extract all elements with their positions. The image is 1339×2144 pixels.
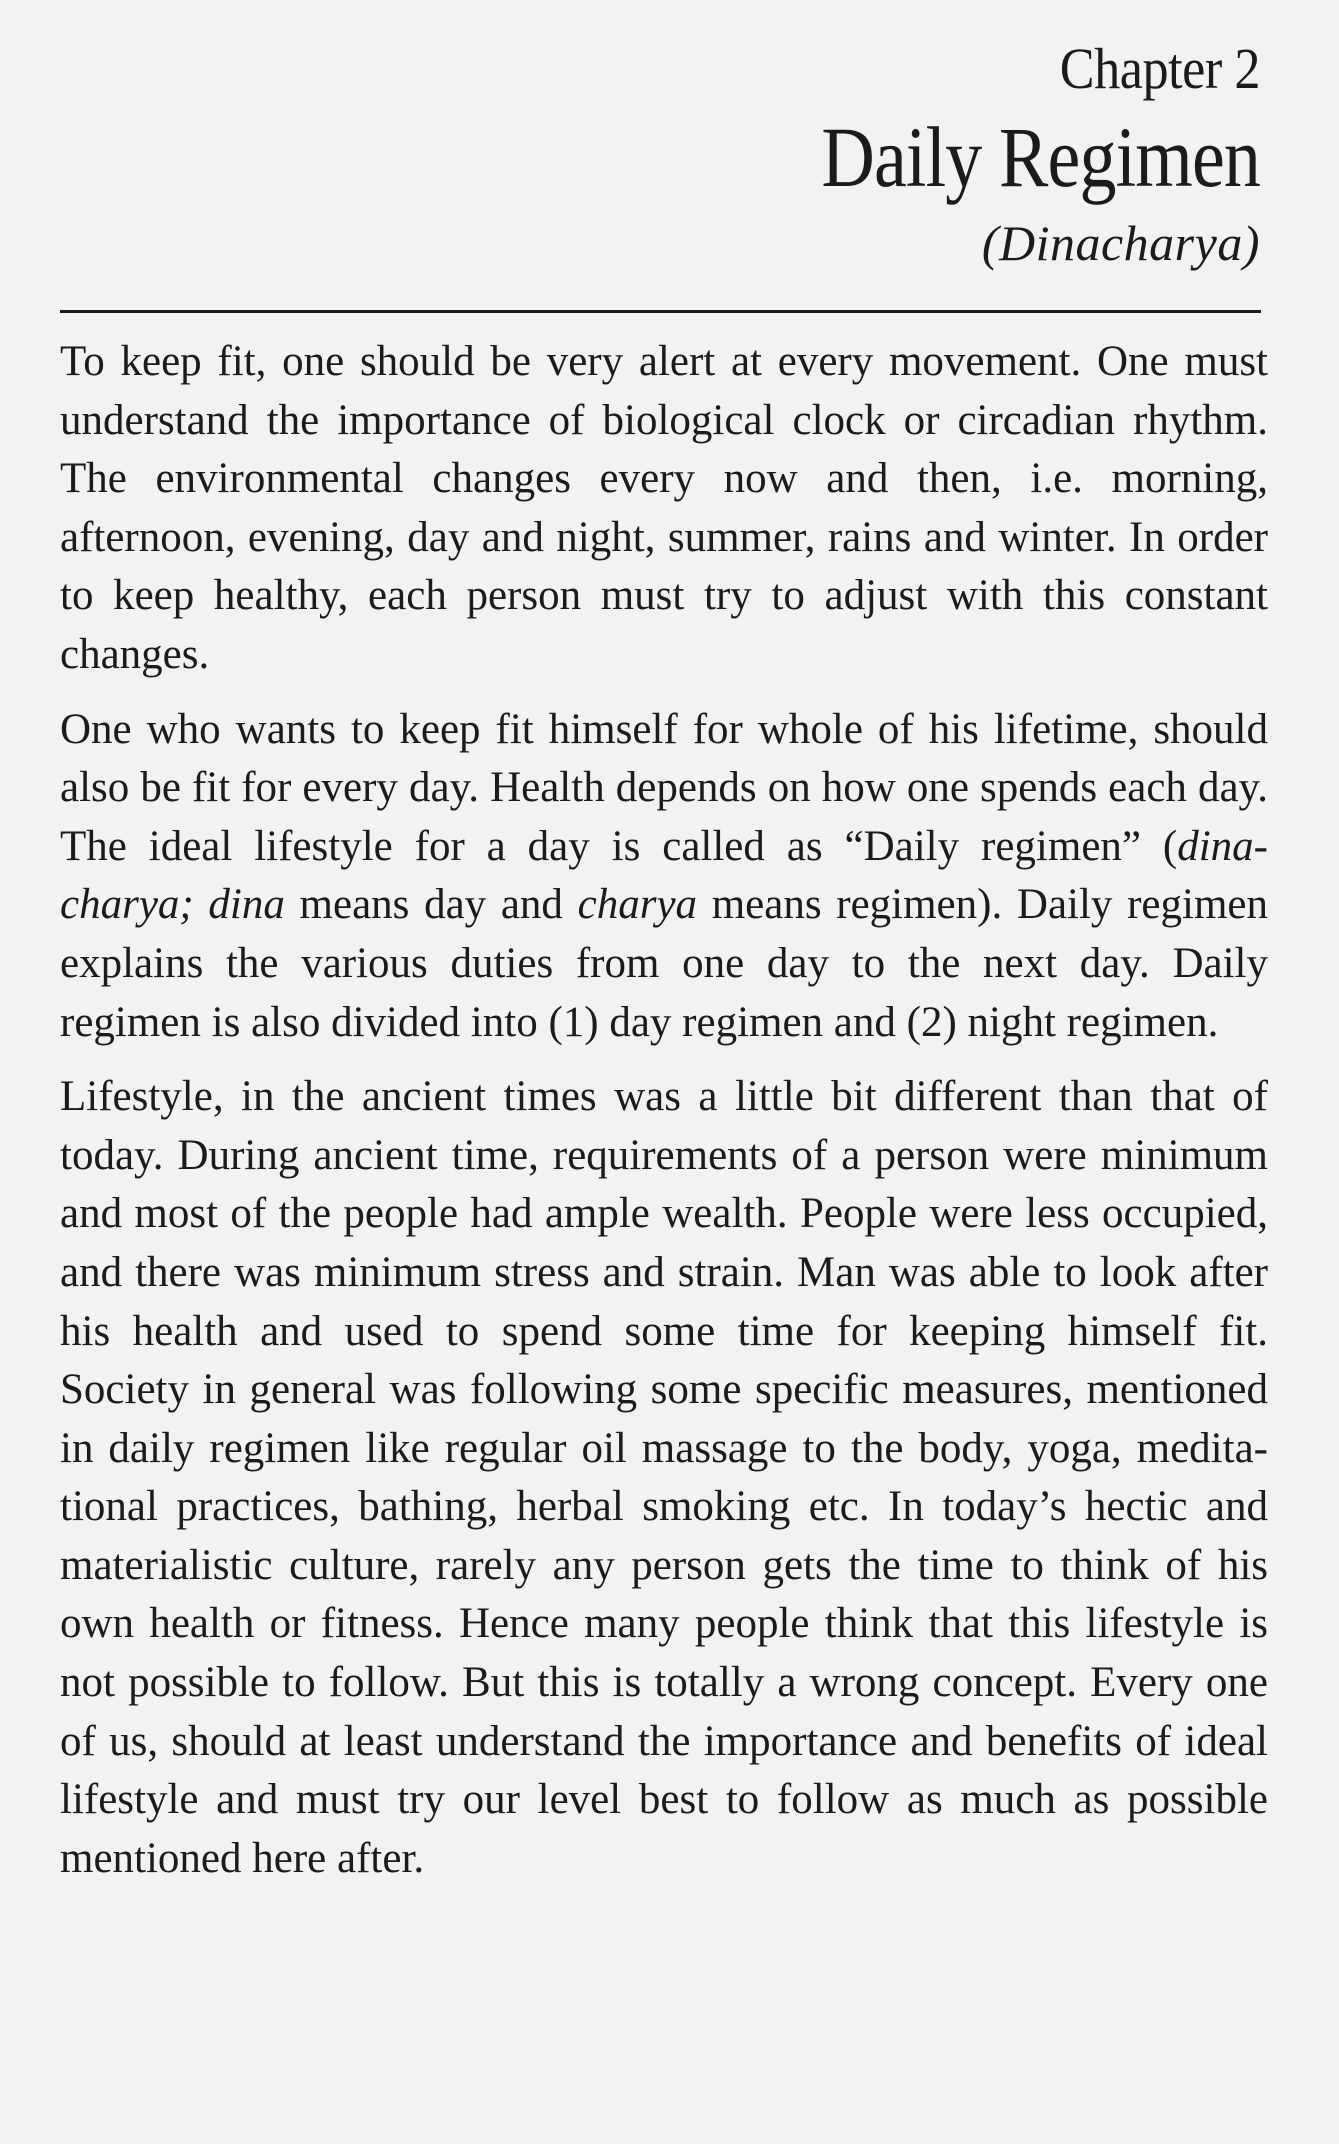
text-run: One who wants to keep fit himself for whole of his lifetime, should also be fit for every day. Health depends on how one spends each day. The ideal lifestyle for a day is called as “Daily regimen” ( bbox=[60, 705, 1268, 870]
book-page bbox=[60, 36, 1268, 2120]
paragraph-3: Lifestyle, in the ancient times was a little bit different than that of today. During ancient time, requirements of a person were minimum and most of the people had ample wealth. People were less occupied, and there was minimum stress and strain. Man was able to look after his health and used to spend some time for keeping himself fit. Society in general was following some specific measures, mentioned in daily regimen like regular oil massage to the body, yoga, meditational practices, bathing, herbal smoking etc. In today’s hectic and materialistic culture, rarely any person gets the time to think of his own health or fitness. Hence many people think that this lifestyle is not possible to follow. But this is totally a wrong concept. Every one of us, should at least understand the importance and benefits of ideal lifestyle and must try our level best to follow as much as possible mentioned here after. bbox=[60, 1073, 1268, 1882]
header-divider bbox=[60, 310, 1261, 313]
chapter-subtitle: (Dinacharya) bbox=[981, 215, 1260, 271]
chapter-title: Daily Regimen bbox=[821, 109, 1260, 205]
text-run: means regimen). Daily regimen explains the various duties from one day to the next day. Daily regimen is also divided into (1) day regimen and (2) night regimen. bbox=[60, 881, 1268, 1046]
chapter-header bbox=[750, 36, 1260, 271]
text-run: means day and bbox=[284, 881, 578, 929]
chapter-label: Chapter 2 bbox=[1059, 36, 1260, 101]
italic-term: charya bbox=[577, 881, 698, 929]
paragraph-1: To keep fit, one should be very alert at every movement. One must understand the importance of biological clock or circadian rhythm. The environmental changes every now and then, i.e. morning, afternoon, evening, day and night, summer, rains and winter. In order to keep healthy, each person must try to adjust with this constant changes. bbox=[60, 338, 1268, 678]
italic-term: dina-charya; dina bbox=[60, 822, 1268, 929]
paragraph-2 bbox=[60, 701, 1268, 1053]
chapter-body bbox=[60, 333, 1268, 1904]
